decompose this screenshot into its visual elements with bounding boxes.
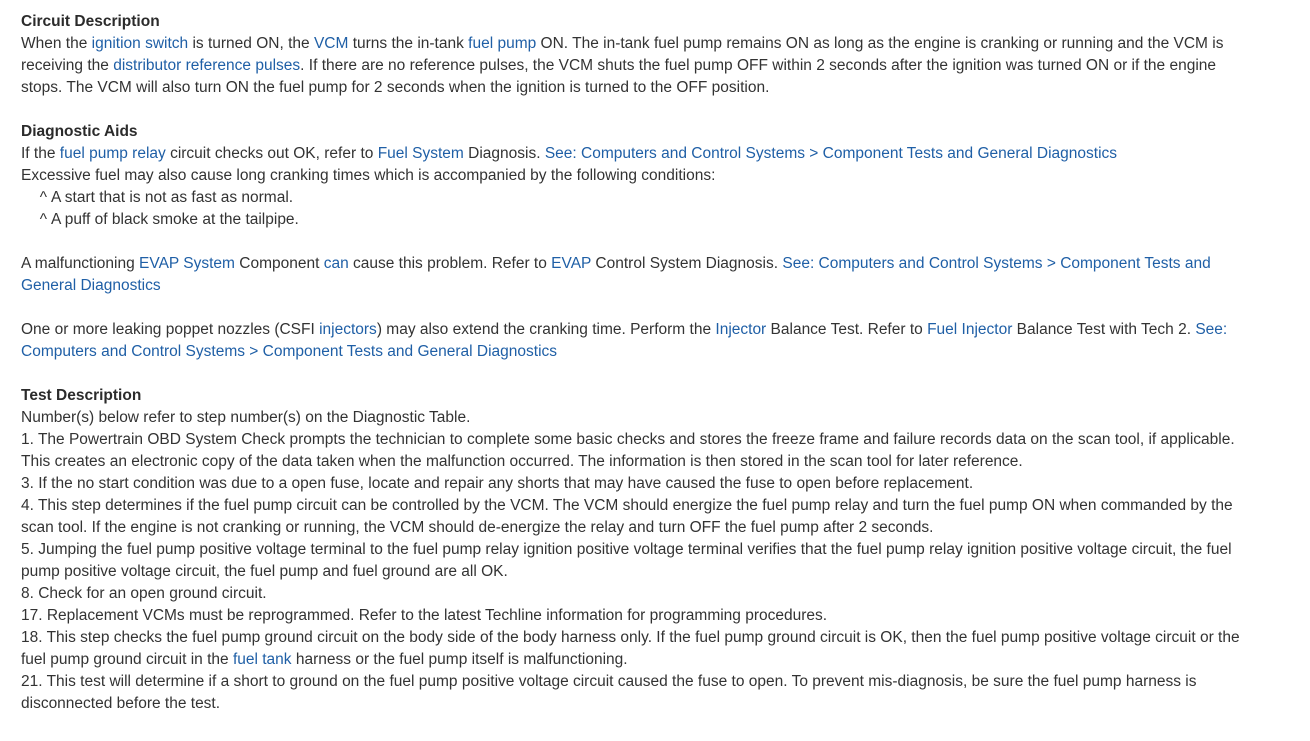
test-step xyxy=(21,583,1261,605)
spacer xyxy=(21,231,1261,253)
reference-link[interactable]: fuel tank xyxy=(232,651,292,668)
text-run: turns the in-tank xyxy=(348,35,469,52)
test-step xyxy=(21,473,1261,495)
test-description-heading: Test Description xyxy=(21,387,142,404)
spacer xyxy=(21,297,1261,319)
list-item xyxy=(21,209,1261,231)
test-steps-list xyxy=(21,429,1261,715)
diagnostic-aids-bullet-list xyxy=(21,187,1261,231)
reference-link[interactable]: ignition switch xyxy=(91,35,189,52)
spacer xyxy=(21,99,1261,121)
text-run: Balance Test. Refer to xyxy=(766,321,928,338)
reference-link[interactable]: EVAP System xyxy=(139,255,235,272)
reference-link[interactable]: injectors xyxy=(319,321,377,338)
text-run: If the xyxy=(21,145,60,162)
text-run: harness or the fuel pump itself is malfunctioning. xyxy=(291,651,628,668)
test-step xyxy=(21,627,1261,671)
diagnostic-aids-paragraph-3 xyxy=(21,253,1261,297)
text-run: Balance Test with Tech 2. xyxy=(1012,321,1196,338)
list-item-text: A puff of black smoke at the tailpipe. xyxy=(51,211,299,228)
text-run: cause this problem. Refer to xyxy=(348,255,552,272)
test-step xyxy=(21,605,1261,627)
list-item xyxy=(21,187,1261,209)
text-run: 17. Replacement VCMs must be reprogrammed. Refer to the latest Techline information for programming procedures. xyxy=(21,607,828,624)
test-description-intro: Number(s) below refer to step number(s) on the Diagnostic Table. xyxy=(21,409,471,426)
text-run: One or more leaking poppet nozzles (CSFI xyxy=(21,321,320,338)
reference-link[interactable]: Fuel Injector xyxy=(927,321,1013,338)
text-run: 4. This step determines if the fuel pump circuit can be controlled by the VCM. The VCM should energize the fuel pump relay and turn the fuel pump ON when commanded by the scan tool. If the engine is not cranking or running, the VCM should de-energize the relay and turn OFF the fuel pump after 2 seconds. xyxy=(21,497,1233,536)
list-item-text: A start that is not as fast as normal. xyxy=(51,189,294,206)
text-run: Control System Diagnosis. xyxy=(591,255,783,272)
reference-link[interactable]: can xyxy=(323,255,349,272)
reference-link[interactable]: Injector xyxy=(715,321,767,338)
text-run: 8. Check for an open ground circuit. xyxy=(21,585,267,602)
reference-link[interactable]: EVAP xyxy=(551,255,592,272)
text-run: circuit checks out OK, refer to xyxy=(165,145,378,162)
test-step xyxy=(21,671,1261,715)
reference-link[interactable]: See: Computers and Control Systems > Component Tests and General Diagnostics xyxy=(21,255,1211,294)
circuit-description-heading: Circuit Description xyxy=(21,13,160,30)
text-run: Diagnosis. xyxy=(463,145,545,162)
test-step xyxy=(21,429,1261,473)
diagnostic-aids-paragraph-2: Excessive fuel may also cause long cranking times which is accompanied by the following conditions: xyxy=(21,167,716,184)
text-run: . If there are no reference pulses, the VCM shuts the fuel pump OFF within 2 seconds after the ignition was turned ON or if the engine stops. The VCM will also turn ON the fuel pump for 2 seconds when the ignition is turned to the OFF position. xyxy=(21,57,1217,96)
reference-link[interactable]: fuel pump relay xyxy=(59,145,166,162)
diagnostic-aids-paragraph-4 xyxy=(21,319,1261,363)
caret-bullet-icon: ^ xyxy=(39,189,47,206)
diagnostic-aids-heading: Diagnostic Aids xyxy=(21,123,138,140)
test-step xyxy=(21,539,1261,583)
reference-link[interactable]: fuel pump xyxy=(468,35,537,52)
text-run: 5. Jumping the fuel pump positive voltage terminal to the fuel pump relay ignition positive voltage terminal verifies that the fuel pump relay ignition positive voltage circuit, the fuel pump positive voltage circuit, the fuel pump and fuel ground are all OK. xyxy=(21,541,1232,580)
text-run: is turned ON, the xyxy=(188,35,314,52)
text-run: ON. The in-tank fuel pump remains ON as long as the engine is cranking or running and the VCM is receiving the xyxy=(21,35,1224,74)
reference-link[interactable]: distributor reference pulses xyxy=(113,57,301,74)
test-step xyxy=(21,495,1261,539)
text-run: 18. This step checks the fuel pump ground circuit on the body side of the body harness only. If the fuel pump ground circuit is OK, then the fuel pump positive voltage circuit or the fuel pump ground circuit in the xyxy=(21,629,1240,668)
spacer xyxy=(21,363,1261,385)
reference-link[interactable]: VCM xyxy=(313,35,349,52)
text-run: 21. This test will determine if a short to ground on the fuel pump positive voltage circuit caused the fuse to open. To prevent mis-diagnosis, be sure the fuel pump harness is disconnected before the test. xyxy=(21,673,1197,712)
text-run: Component xyxy=(234,255,324,272)
reference-link[interactable]: Fuel System xyxy=(377,145,464,162)
reference-link[interactable]: See: Computers and Control Systems > Component Tests and General Diagnostics xyxy=(544,145,1118,162)
text-run: When the xyxy=(21,35,92,52)
text-run: A malfunctioning xyxy=(21,255,140,272)
text-run: 3. If the no start condition was due to a open fuse, locate and repair any shorts that may have caused the fuse to open before replacement. xyxy=(21,475,974,492)
text-run: 1. The Powertrain OBD System Check prompts the technician to complete some basic checks and stores the freeze frame and failure records data on the scan tool, if applicable. This creates an electronic copy of the data taken when the malfunction occurred. The information is then stored in the scan tool for later reference. xyxy=(21,431,1235,470)
caret-bullet-icon: ^ xyxy=(39,211,47,228)
circuit-description-paragraph xyxy=(21,33,1261,99)
reference-link[interactable]: See: Computers and Control Systems > Component Tests and General Diagnostics xyxy=(21,321,1228,360)
diagnostic-aids-paragraph-1 xyxy=(21,143,1261,165)
text-run: ) may also extend the cranking time. Perform the xyxy=(376,321,716,338)
